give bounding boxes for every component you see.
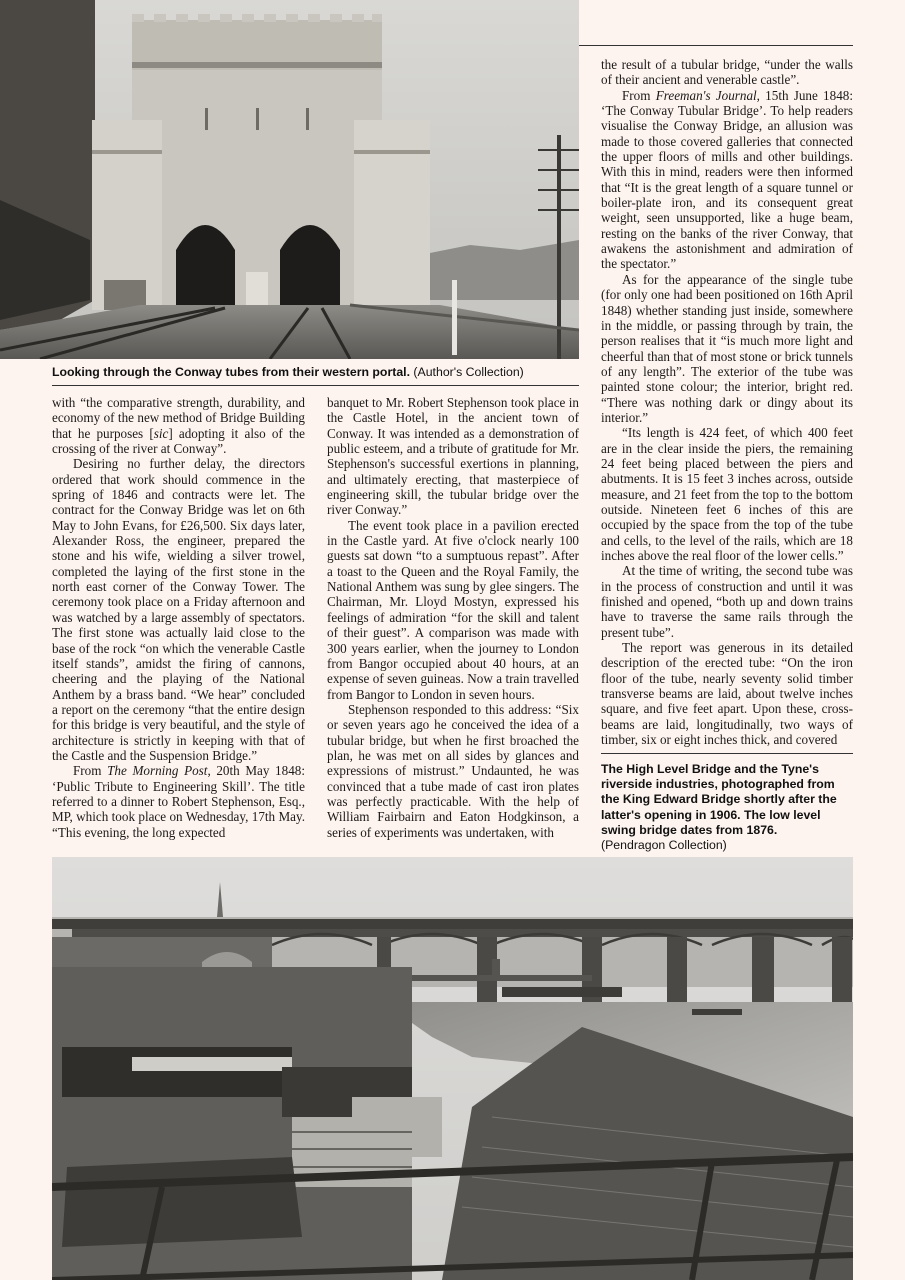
caption-bottom-photo [601, 762, 853, 853]
col3-paragraph-4: “Its length is 424 feet, of which 400 feet are in the clear inside the piers, the remaining 24 feet being placed between the piers and abutments. It is 15 feet 3 inches across, outside measure, and 21 feet from the top to the bottom outside. Nineteen feet 6 inches of this are occupied by the space from the top of the tube and cells, to the level of the rails, which are 18 inches above the real floor of the lower cells.” [601, 425, 853, 563]
col2-paragraph-3: Stephenson responded to this address: “Six or seven years ago he conceived the idea of a tubular bridge, but when he first broached the plan, he was met on all sides by glances and expressions of mistrust.” Undaunted, he was convinced that a tube made of cast iron plates was perfectly practicable. With the help of William Fairbairn and Eaton Hodgkinson, a series of experiments was undertaken, with [327, 701, 579, 840]
col1-sic: sic [153, 425, 169, 441]
caption-right-rule [601, 753, 853, 754]
col3-publication-freemans-journal: Freeman's Journal [655, 87, 757, 103]
high-level-bridge-photo [52, 857, 853, 1280]
bridge-river-photo-icon [52, 857, 853, 1280]
col1-p1-end: ] adopting it also of the crossing of the river at Conway”. [52, 425, 305, 457]
col3-p2-end: , 15th June 1848: ‘The Conway Tubular Bridge’. To help readers visualise the Conway Bridge, an allusion was made to those covered galleries that connected the upper floors of mills and other buildings. With this in mind, readers were then informed that “It is the great length of a square tunnel or boiler-plate iron, and its consequent great weight, seen unsupported, like a huge beam, resting on the banks of the river Conway, that awakens the astonishment and admiration of the spectator.” [601, 87, 853, 272]
caption-top-bold: Looking through the Conway tubes from their western portal. [52, 365, 410, 379]
col3-p2-start: From [622, 87, 656, 103]
castle-rail-tunnel-photo-icon [0, 0, 579, 359]
col1-p3-end: , 20th May 1848: ‘Public Tribute to Engineering Skill’. The title referred to a dinner to Robert Stephenson, Esq., MP, which took place on Wednesday, 17th May. “This evening, the long expected [52, 763, 305, 840]
col1-paragraph-2: Desiring no further delay, the directors ordered that work should commence in the spring of 1846 and contracts were let. The contract for the Conway Bridge was let on 6th May to John Evans, for £26,500. Six days later, Alexander Ross, the engineer, prepared the stone and his wife, wielding a silver trowel, completed the laying of the first stone in the north east corner of the Conway Tower. The ceremony took place on a Friday afternoon and was watched by a large assembly of spectators. The first stone was actually laid close to the base of the rock “on which the venerable Castle itself stands”, amidst the firing of cannons, cheering and the playing of the National Anthem by a brass band. “We hear” concluded a report on the ceremony “that the entire design for this bridge is very beautiful, and the style of architecture is strictly in keeping with that of the Castle and the Suspension Bridge.” [52, 456, 305, 763]
col3-paragraph-2 [601, 88, 853, 272]
col1-p1-text: with “the comparative strength, durability, and economy of the new method of Bridge Building that he purposes [ [52, 395, 305, 441]
col3-paragraph-5: At the time of writing, the second tube was in the process of construction and until it was finished and opened, “both up and down trains have to traverse the same rails through the present tube”. [601, 563, 853, 640]
col1-publication-morning-post: The Morning Post [107, 763, 208, 779]
caption-right-bold: The High Level Bridge and the Tyne's riverside industries, photographed from the King Edward Bridge shortly after the latter's opening in 1906. The low level swing bridge dates from 1876. [601, 762, 837, 837]
col3-paragraph-1: the result of a tubular bridge, “under the walls of their ancient and venerable castle”. [601, 57, 853, 88]
conway-tubes-photo [0, 0, 579, 359]
text-column-1 [52, 395, 305, 840]
col1-paragraph-3 [52, 763, 305, 840]
caption-top-photo [52, 365, 579, 380]
col2-paragraph-2: The event took place in a pavilion erected in the Castle yard. At five o'clock nearly 100 guests sat down “to a sumptuous repast”. After a toast to the Queen and the Royal Family, the National Anthem was sung by glee singers. The Chairman, Mr. Lloyd Mostyn, expressed his feelings of admiration “for the skill and talent of their guest”. A comparison was made with 300 years earlier, when the journey to London from Bangor occupied about 40 hours, at an expense of seven guineas. Now a train travelled from Bangor to London in seven hours. [327, 517, 579, 702]
col2-paragraph-1: banquet to Mr. Robert Stephenson took place in the Castle Hotel, in the ancient town of Conway. It was intended as a demonstration of public esteem, and a tribute of gratitude for Mr. Stephenson's successful exertions in planning, and ultimately erecting, that masterpiece of engineering skill, the tubular bridge over the river Conway.” [327, 395, 579, 518]
caption-right-credit: (Pendragon Collection) [601, 838, 727, 853]
col3-paragraph-6: The report was generous in its detailed description of the erected tube: “On the iron floor of the tube, nearly seventy solid timber transverse beams are laid, about twelve inches square, and five feet apart. Upon these, cross-beams are laid, longitudinally, two ways of timber, six or eight inches thick, and covered [601, 640, 853, 748]
col3-top-rule [579, 45, 853, 46]
text-column-2 [327, 395, 579, 840]
text-column-3 [601, 57, 853, 747]
caption-top-credit: (Author's Collection) [413, 365, 524, 379]
col3-paragraph-3: As for the appearance of the single tube (for only one had been positioned on 16th April 1848) whether standing just inside, somewhere in the middle, or passing through by train, the person realises that it “is much more light and cheerful than that of most stone or brick tunnels of any length”. The exterior of the tube was painted stone colour; the interior, bright red. “There was nothing dark or dingy about its interior.” [601, 271, 853, 425]
col1-paragraph-1 [52, 395, 305, 456]
caption-top-rule [52, 385, 579, 386]
col1-p3-start: From [73, 763, 108, 779]
